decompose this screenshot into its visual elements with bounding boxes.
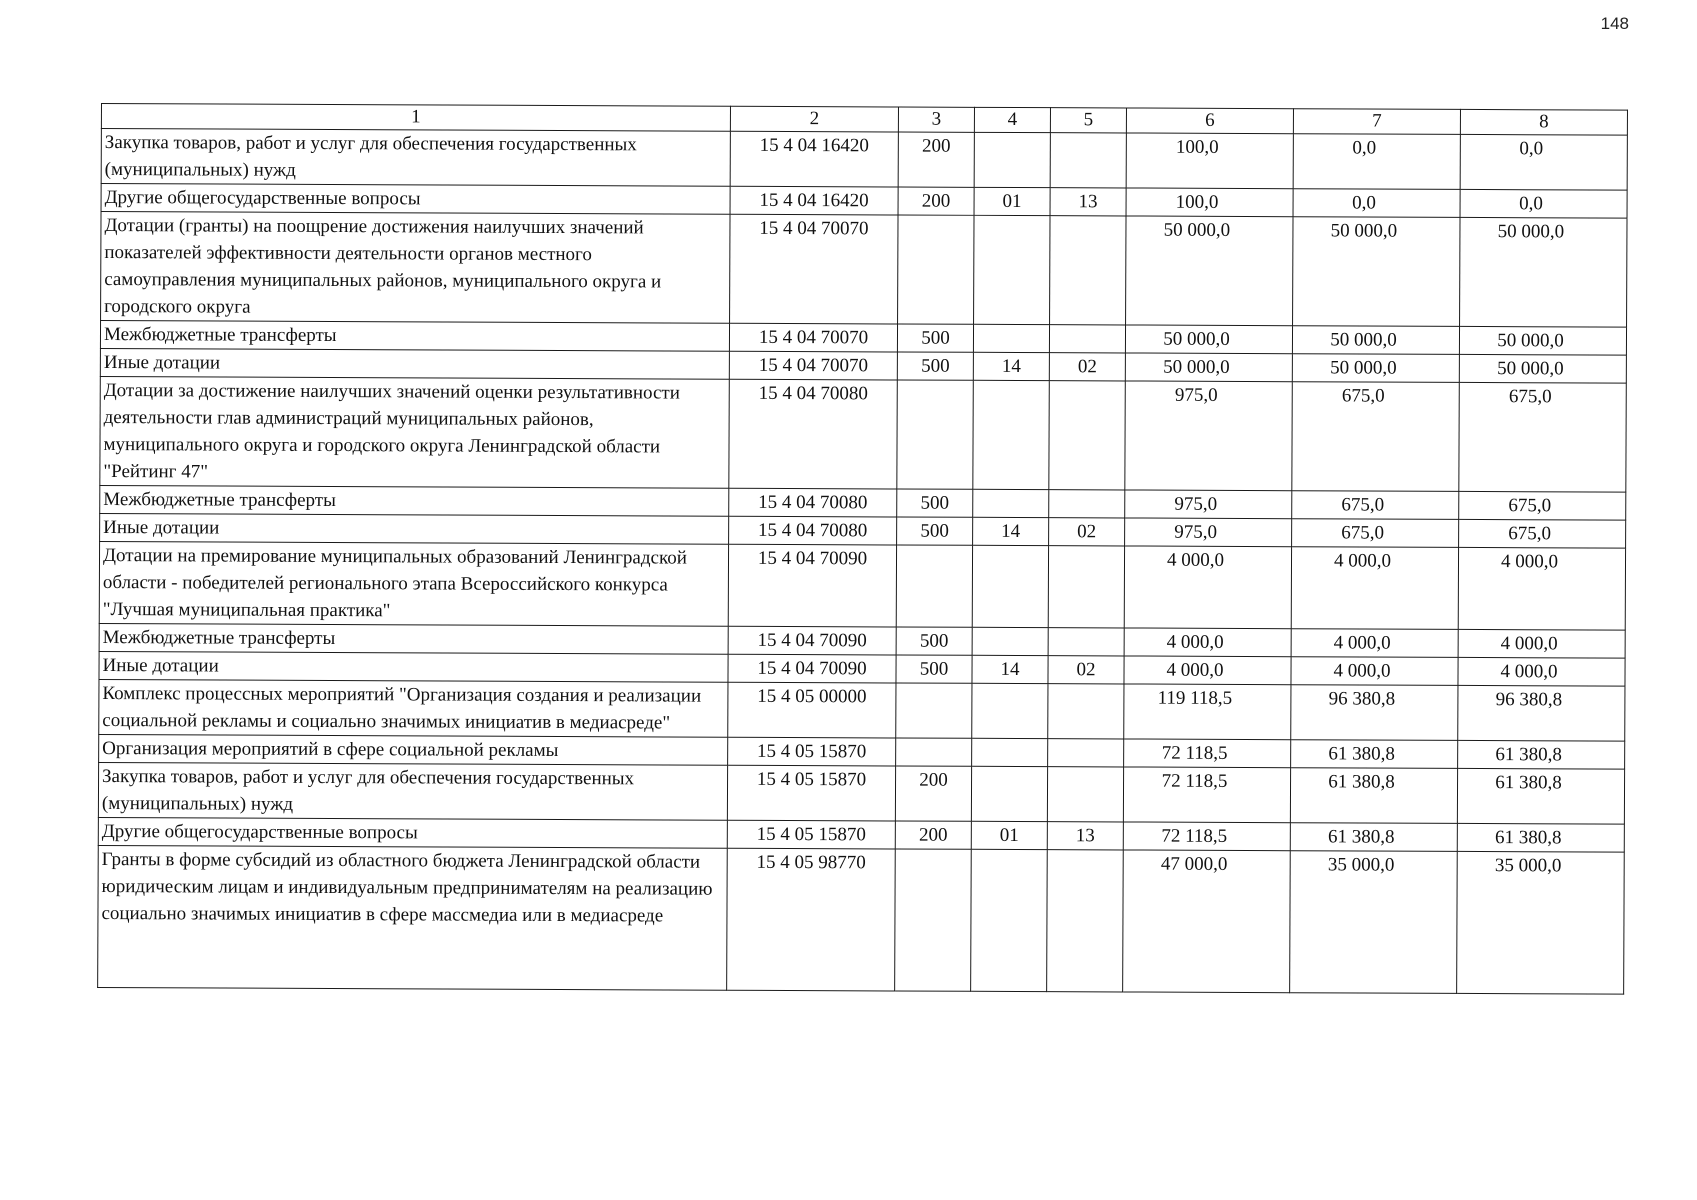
row-name-cell: Межбюджетные трансферты xyxy=(100,485,729,516)
row-type-cell: 200 xyxy=(898,132,974,187)
row-amount-7-cell: 50 000,0 xyxy=(1292,326,1459,355)
row-name-cell: Другие общегосударственные вопросы xyxy=(98,817,727,848)
header-cell: 2 xyxy=(730,106,898,132)
row-amount-8-cell: 675,0 xyxy=(1459,491,1626,520)
row-code-cell: 15 4 04 70090 xyxy=(728,626,896,655)
header-cell: 8 xyxy=(1460,109,1627,135)
row-type-cell xyxy=(898,215,974,324)
row-type-cell xyxy=(896,683,972,738)
row-subsection-cell: 02 xyxy=(1048,656,1124,684)
row-subsection-cell xyxy=(1048,739,1124,767)
row-code-cell: 15 4 04 70070 xyxy=(730,214,898,324)
row-amount-7-cell: 61 380,8 xyxy=(1290,768,1457,824)
row-name-cell: Дотации на премирование муниципальных образований Ленинградской области - победителей регионального этапа Всероссийского конкурса "Лучшая муниципальная практика" xyxy=(99,541,728,626)
row-type-cell: 500 xyxy=(896,655,972,683)
row-amount-8-cell: 50 000,0 xyxy=(1460,217,1627,327)
row-amount-7-cell: 50 000,0 xyxy=(1292,354,1459,383)
row-subsection-cell: 13 xyxy=(1050,188,1126,216)
row-type-cell: 200 xyxy=(895,766,971,821)
row-section-cell xyxy=(971,766,1047,821)
row-section-cell: 01 xyxy=(971,821,1047,849)
row-code-cell: 15 4 04 70090 xyxy=(728,654,896,683)
table-row xyxy=(100,376,1626,492)
row-type-cell xyxy=(895,849,972,991)
row-type-cell: 500 xyxy=(897,517,973,545)
row-name-cell: Другие общегосударственные вопросы xyxy=(101,184,730,215)
row-amount-8-cell: 61 380,8 xyxy=(1458,740,1625,769)
row-amount-8-cell: 50 000,0 xyxy=(1459,326,1626,355)
row-amount-8-cell: 61 380,8 xyxy=(1457,823,1624,852)
row-name-cell: Дотации (гранты) на поощрение достижения наилучших значений показателей эффективности деятельности органов местного самоуправления муниципальных районов, муниципального округа и городского округа xyxy=(101,212,730,324)
row-section-cell xyxy=(974,215,1050,324)
row-amount-7-cell: 61 380,8 xyxy=(1290,823,1457,852)
row-type-cell: 500 xyxy=(896,627,972,655)
row-amount-6-cell: 975,0 xyxy=(1125,518,1292,547)
row-code-cell: 15 4 04 70080 xyxy=(729,379,897,489)
row-name-cell: Дотации за достижение наилучших значений оценки результативности деятельности глав администраций муниципальных районов, муниципального округа и городского округа Ленинградской области "Рейтинг 47" xyxy=(100,376,729,488)
row-section-cell xyxy=(972,545,1048,627)
row-name-cell: Иные дотации xyxy=(99,651,728,682)
row-amount-7-cell: 4 000,0 xyxy=(1291,547,1458,630)
row-section-cell xyxy=(974,132,1050,187)
table-row xyxy=(101,129,1627,191)
row-subsection-cell xyxy=(1050,216,1126,325)
row-type-cell: 500 xyxy=(897,489,973,517)
row-amount-8-cell: 61 380,8 xyxy=(1457,768,1624,824)
row-code-cell: 15 4 04 70090 xyxy=(728,544,896,627)
row-code-cell: 15 4 04 16420 xyxy=(730,186,898,215)
row-amount-6-cell: 50 000,0 xyxy=(1125,325,1292,354)
table-row xyxy=(99,679,1625,741)
row-amount-6-cell: 119 118,5 xyxy=(1124,684,1291,740)
row-amount-7-cell: 96 380,8 xyxy=(1291,685,1458,741)
row-amount-6-cell: 975,0 xyxy=(1125,381,1292,491)
row-code-cell: 15 4 05 00000 xyxy=(728,682,896,738)
row-section-cell xyxy=(973,380,1049,489)
row-subsection-cell: 02 xyxy=(1049,518,1125,546)
row-amount-8-cell: 4 000,0 xyxy=(1458,657,1625,686)
row-section-cell xyxy=(971,849,1048,991)
budget-table xyxy=(97,103,1628,995)
row-amount-6-cell: 975,0 xyxy=(1125,490,1292,519)
row-code-cell: 15 4 04 70070 xyxy=(729,323,897,352)
row-section-cell: 14 xyxy=(973,352,1049,380)
row-amount-8-cell: 50 000,0 xyxy=(1459,354,1626,383)
row-subsection-cell xyxy=(1049,381,1125,490)
row-type-cell: 500 xyxy=(897,352,973,380)
row-amount-7-cell: 61 380,8 xyxy=(1291,740,1458,769)
table-row xyxy=(98,845,1625,994)
row-amount-6-cell: 47 000,0 xyxy=(1123,850,1291,993)
row-code-cell: 15 4 05 15870 xyxy=(727,820,895,849)
row-section-cell xyxy=(972,738,1048,766)
table-row xyxy=(101,212,1627,328)
row-name-cell: Иные дотации xyxy=(100,513,729,544)
row-type-cell xyxy=(896,545,972,627)
row-amount-7-cell: 0,0 xyxy=(1293,134,1460,190)
table-row xyxy=(99,541,1625,630)
row-subsection-cell: 13 xyxy=(1047,822,1123,850)
row-subsection-cell xyxy=(1047,767,1123,822)
row-section-cell xyxy=(973,489,1049,517)
row-amount-6-cell: 100,0 xyxy=(1126,133,1293,189)
row-amount-7-cell: 675,0 xyxy=(1292,491,1459,520)
row-code-cell: 15 4 05 15870 xyxy=(728,737,896,766)
row-type-cell: 200 xyxy=(898,187,974,215)
row-section-cell: 14 xyxy=(972,655,1048,683)
row-type-cell xyxy=(896,738,972,766)
row-code-cell: 15 4 05 15870 xyxy=(727,765,895,821)
row-subsection-cell xyxy=(1049,325,1125,353)
row-name-cell: Комплекс процессных мероприятий "Организация создания и реализации социальной рекламы и социально значимых инициатив в медиасреде" xyxy=(99,679,728,737)
row-amount-8-cell: 0,0 xyxy=(1460,134,1627,190)
row-subsection-cell xyxy=(1049,490,1125,518)
row-amount-7-cell: 675,0 xyxy=(1292,382,1459,492)
row-amount-8-cell: 0,0 xyxy=(1460,189,1627,218)
row-section-cell xyxy=(972,627,1048,655)
row-amount-6-cell: 100,0 xyxy=(1126,188,1293,217)
row-section-cell: 01 xyxy=(974,187,1050,215)
row-section-cell xyxy=(973,324,1049,352)
row-code-cell: 15 4 04 70080 xyxy=(729,488,897,517)
row-amount-7-cell: 0,0 xyxy=(1293,189,1460,218)
row-amount-6-cell: 72 118,5 xyxy=(1124,739,1291,768)
row-code-cell: 15 4 05 98770 xyxy=(727,848,896,991)
row-type-cell xyxy=(897,380,973,489)
row-amount-7-cell: 35 000,0 xyxy=(1290,851,1458,994)
header-cell: 6 xyxy=(1126,108,1293,134)
row-section-cell: 14 xyxy=(973,517,1049,545)
row-name-cell: Межбюджетные трансферты xyxy=(99,623,728,654)
row-name-cell: Гранты в форме субсидий из областного бюджета Ленинградской области юридическим лицам и индивидуальным предпринимателям на реализацию социально значимых инициатив в сфере массмедиа или в медиасреде xyxy=(98,845,728,990)
header-cell: 1 xyxy=(101,104,730,132)
row-amount-8-cell: 4 000,0 xyxy=(1458,629,1625,658)
row-amount-7-cell: 675,0 xyxy=(1292,519,1459,548)
row-name-cell: Закупка товаров, работ и услуг для обеспечения государственных (муниципальных) нужд xyxy=(98,762,727,820)
row-amount-6-cell: 4 000,0 xyxy=(1124,546,1291,629)
row-subsection-cell xyxy=(1048,684,1124,739)
row-subsection-cell: 02 xyxy=(1049,353,1125,381)
row-amount-7-cell: 4 000,0 xyxy=(1291,657,1458,686)
header-cell: 5 xyxy=(1050,108,1126,133)
row-amount-6-cell: 72 118,5 xyxy=(1123,822,1290,851)
header-cell: 4 xyxy=(974,107,1050,132)
row-amount-6-cell: 50 000,0 xyxy=(1125,353,1292,382)
row-subsection-cell xyxy=(1050,133,1126,188)
row-amount-8-cell: 675,0 xyxy=(1459,519,1626,548)
row-section-cell xyxy=(972,683,1048,738)
row-amount-8-cell: 35 000,0 xyxy=(1457,851,1625,994)
row-subsection-cell xyxy=(1048,628,1124,656)
row-code-cell: 15 4 04 70080 xyxy=(729,516,897,545)
row-name-cell: Межбюджетные трансферты xyxy=(100,321,729,352)
row-name-cell: Закупка товаров, работ и услуг для обеспечения государственных (муниципальных) нужд xyxy=(101,129,730,187)
table-row xyxy=(98,762,1624,824)
header-cell: 7 xyxy=(1293,109,1460,135)
row-name-cell: Организация мероприятий в сфере социальной рекламы xyxy=(99,734,728,765)
row-type-cell: 500 xyxy=(897,324,973,352)
row-amount-6-cell: 72 118,5 xyxy=(1123,767,1290,823)
row-amount-8-cell: 96 380,8 xyxy=(1458,685,1625,741)
row-code-cell: 15 4 04 70070 xyxy=(729,351,897,380)
row-code-cell: 15 4 04 16420 xyxy=(730,131,898,187)
row-amount-6-cell: 4 000,0 xyxy=(1124,656,1291,685)
row-subsection-cell xyxy=(1048,546,1124,628)
row-amount-8-cell: 4 000,0 xyxy=(1458,547,1625,630)
row-amount-7-cell: 4 000,0 xyxy=(1291,629,1458,658)
header-cell: 3 xyxy=(898,107,974,132)
row-name-cell: Иные дотации xyxy=(100,348,729,379)
row-amount-8-cell: 675,0 xyxy=(1459,382,1626,492)
row-subsection-cell xyxy=(1047,850,1124,992)
row-amount-7-cell: 50 000,0 xyxy=(1293,217,1460,327)
row-type-cell: 200 xyxy=(895,821,971,849)
page-number: 148 xyxy=(1600,14,1629,33)
row-amount-6-cell: 4 000,0 xyxy=(1124,628,1291,657)
row-amount-6-cell: 50 000,0 xyxy=(1126,216,1293,326)
